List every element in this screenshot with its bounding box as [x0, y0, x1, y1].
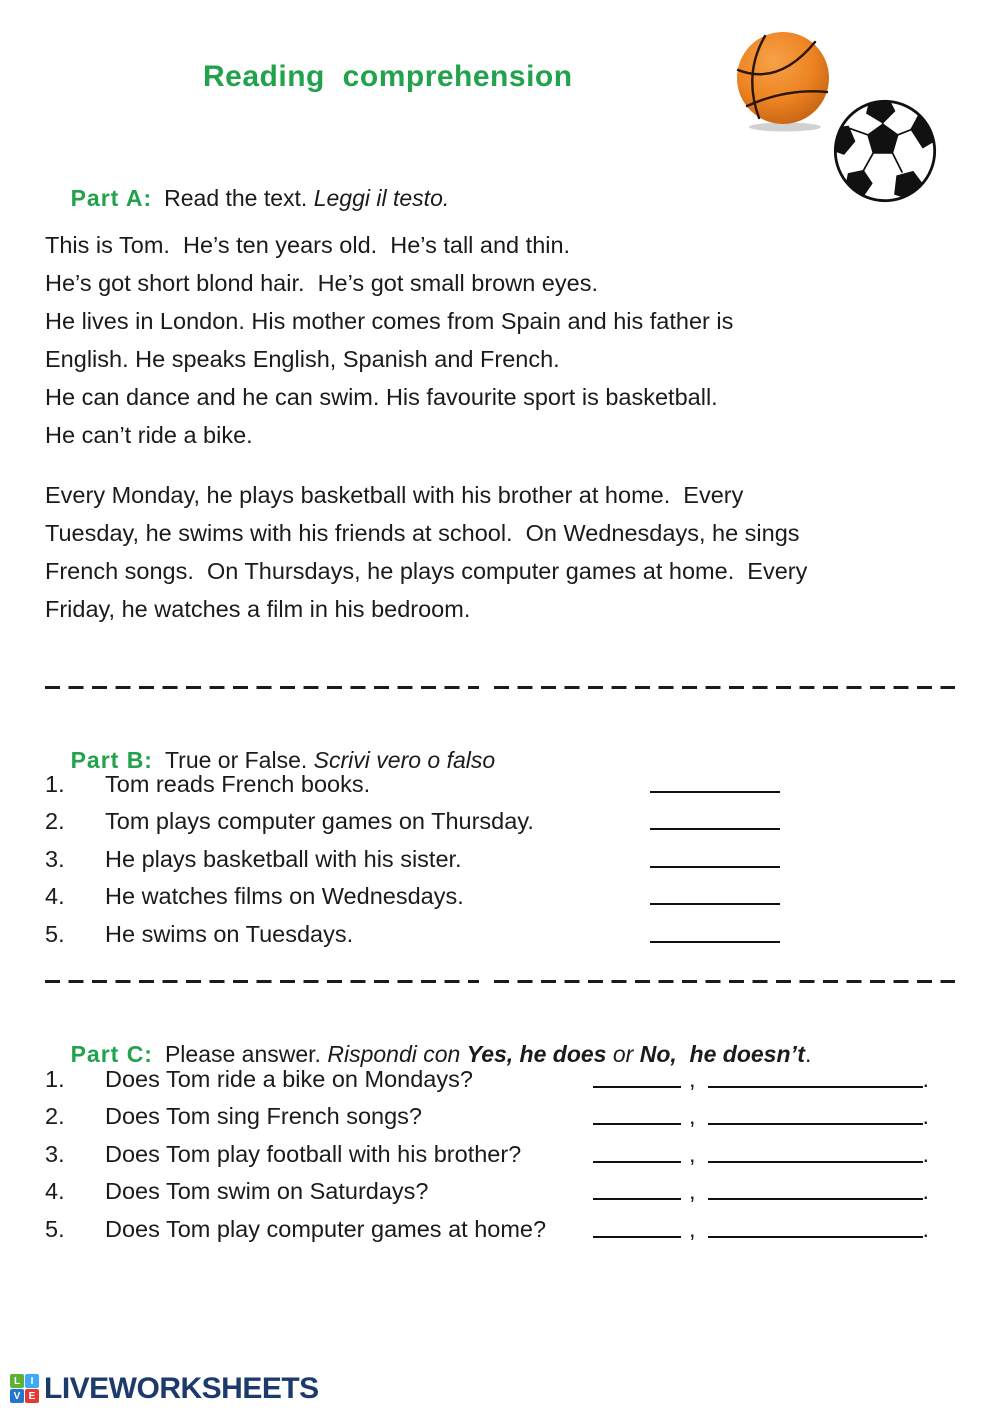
reading-text-line: French songs. On Thursdays, he plays computer games at home. Every: [45, 558, 808, 584]
answer-blank-long[interactable]: [708, 1151, 923, 1163]
question-text: He watches films on Wednesdays.: [105, 883, 464, 910]
answer-blank-short[interactable]: [593, 1226, 681, 1238]
answer-separator: ,: [689, 1103, 696, 1130]
answer-blank-short[interactable]: [593, 1113, 681, 1125]
divider-segment: [494, 980, 955, 983]
liveworksheets-logo-text: LIVEWORKSHEETS: [44, 1372, 319, 1405]
soccer-ball-image: [831, 96, 939, 206]
question-number: 3.: [45, 1140, 65, 1167]
logo-square-e: E: [25, 1389, 39, 1403]
question-number: 1.: [45, 770, 65, 797]
question-row: [45, 760, 955, 798]
question-number: 1.: [45, 1065, 65, 1092]
basketball-image: [733, 30, 833, 132]
question-number: 3.: [45, 845, 65, 872]
reading-text-line: English. He speaks English, Spanish and French.: [45, 346, 560, 372]
part-b-instruction-italian: Scrivi vero o falso: [313, 747, 496, 773]
part-b-question-list: [45, 760, 955, 948]
answer-separator: ,: [689, 1140, 696, 1167]
liveworksheets-logo[interactable]: [10, 1372, 319, 1406]
question-row: [45, 1093, 955, 1131]
part-c-instruction-segment: or: [606, 1041, 640, 1067]
answer-blank[interactable]: [650, 818, 780, 830]
reading-text-line: Tuesday, he swims with his friends at school. On Wednesdays, he sings: [45, 520, 800, 546]
part-c-label: Part C:: [70, 1041, 153, 1067]
question-row: [45, 835, 955, 873]
answer-blank-long[interactable]: [708, 1188, 923, 1200]
reading-text-line: Friday, he watches a film in his bedroom.: [45, 596, 471, 622]
part-c-instruction-segment: Yes, he does: [466, 1041, 607, 1067]
part-c-instruction-segment: Please answer.: [164, 1041, 328, 1067]
reading-text-line: He lives in London. His mother comes from Spain and his father is: [45, 308, 734, 334]
question-row: [45, 1130, 955, 1168]
divider-segment: [45, 980, 479, 983]
answer-blank[interactable]: [650, 781, 780, 793]
reading-text-line: He’s got short blond hair. He’s got small brown eyes.: [45, 270, 598, 296]
question-number: 5.: [45, 920, 65, 947]
part-a-label: Part A:: [70, 185, 153, 211]
question-number: 2.: [45, 808, 65, 835]
question-row: [45, 1168, 955, 1206]
answer-terminator: .: [922, 1140, 930, 1167]
reading-paragraph-2: [45, 476, 807, 628]
logo-square-i: I: [25, 1374, 39, 1388]
answer-blank[interactable]: [650, 931, 780, 943]
part-a-instruction: Read the text.: [164, 185, 314, 211]
part-a-instruction-italian: Leggi il testo.: [313, 185, 450, 211]
part-b-instruction: True or False.: [164, 747, 314, 773]
dashed-divider: [45, 686, 955, 690]
part-c-question-list: [45, 1055, 955, 1243]
part-c-instruction-segment: .: [804, 1041, 812, 1067]
divider-segment: [494, 686, 955, 689]
answer-terminator: .: [922, 1178, 930, 1205]
question-row: [45, 798, 955, 836]
question-row: [45, 873, 955, 911]
answer-blank-long[interactable]: [708, 1076, 923, 1088]
reading-text-line: Every Monday, he plays basketball with his brother at home. Every: [45, 482, 744, 508]
dashed-divider: [45, 980, 955, 984]
answer-blank-short[interactable]: [593, 1151, 681, 1163]
answer-terminator: .: [922, 1215, 930, 1242]
question-text: Does Tom play computer games at home?: [105, 1215, 547, 1242]
answer-blank-long[interactable]: [708, 1226, 923, 1238]
answer-separator: ,: [689, 1215, 696, 1242]
question-text: Tom plays computer games on Thursday.: [105, 808, 534, 835]
question-text: Does Tom swim on Saturdays?: [105, 1178, 429, 1205]
question-text: Does Tom play football with his brother?: [105, 1140, 522, 1167]
question-row: [45, 1205, 955, 1243]
answer-blank[interactable]: [650, 893, 780, 905]
reading-text-line: He can dance and he can swim. His favourite sport is basketball.: [45, 384, 718, 410]
answer-blank-short[interactable]: [593, 1188, 681, 1200]
answer-blank-short[interactable]: [593, 1076, 681, 1088]
reading-paragraph-1: [45, 226, 733, 454]
answer-terminator: .: [922, 1103, 930, 1130]
question-number: 4.: [45, 1178, 65, 1205]
logo-square-v: V: [10, 1389, 24, 1403]
answer-separator: ,: [689, 1065, 696, 1092]
question-row: [45, 1055, 955, 1093]
answer-separator: ,: [689, 1178, 696, 1205]
question-number: 5.: [45, 1215, 65, 1242]
question-number: 4.: [45, 883, 65, 910]
answer-blank[interactable]: [650, 856, 780, 868]
page-title: Reading comprehension: [203, 60, 573, 93]
part-b-label: Part B:: [70, 747, 153, 773]
question-text: Does Tom ride a bike on Mondays?: [105, 1065, 473, 1092]
liveworksheets-logo-icon: [10, 1374, 40, 1404]
question-number: 2.: [45, 1103, 65, 1130]
reading-text-line: He can’t ride a bike.: [45, 422, 253, 448]
question-text: Does Tom sing French songs?: [105, 1103, 422, 1130]
logo-square-l: L: [10, 1374, 24, 1388]
question-text: Tom reads French books.: [105, 770, 371, 797]
part-c-instruction-segment: No, he doesn’t: [639, 1041, 805, 1067]
reading-text-line: This is Tom. He’s ten years old. He’s tall and thin.: [45, 232, 571, 258]
answer-terminator: .: [922, 1065, 930, 1092]
part-c-instruction-segment: Rispondi con: [327, 1041, 467, 1067]
question-text: He plays basketball with his sister.: [105, 845, 462, 872]
divider-segment: [45, 686, 479, 689]
question-text: He swims on Tuesdays.: [105, 920, 354, 947]
question-row: [45, 910, 955, 948]
answer-blank-long[interactable]: [708, 1113, 923, 1125]
